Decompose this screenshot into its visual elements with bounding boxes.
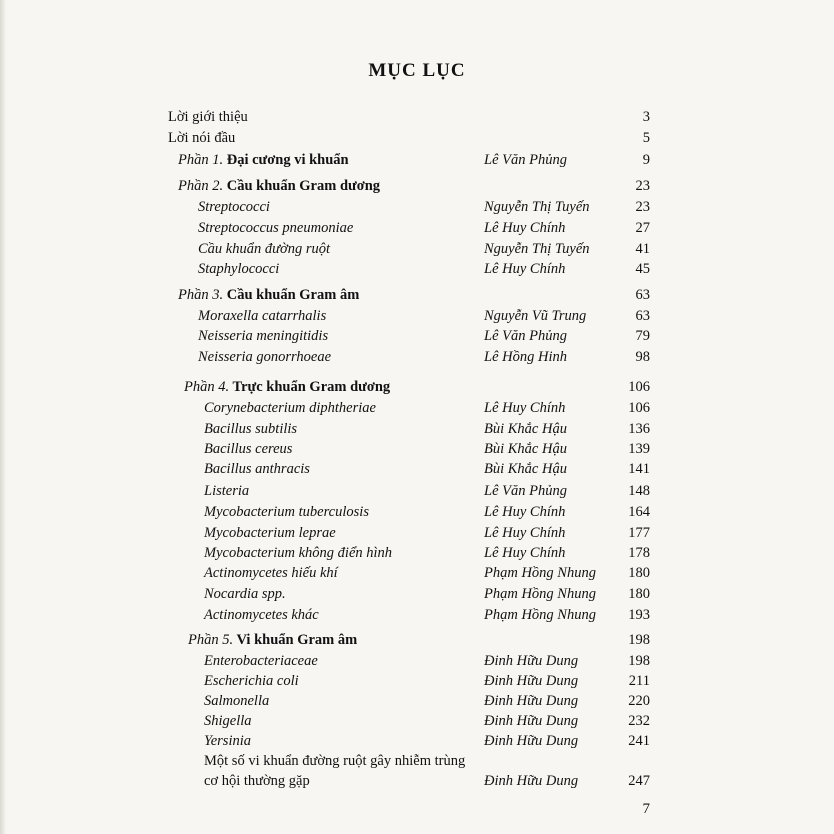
toc-author: Đinh Hữu Dung [484,772,579,789]
toc-label: Đại cương vi khuẩn [226,152,349,169]
toc-entry [0,128,834,148]
toc-entry [0,523,834,543]
toc-page: 141 [628,460,650,477]
toc-label: Bacillus anthracis [204,460,310,477]
toc-label: cơ hội thường gặp [204,772,310,789]
toc-entry [0,671,834,691]
toc-page: 177 [628,524,650,541]
toc-page: 164 [628,503,650,520]
toc-author: Bùi Khắc Hậu [484,440,567,457]
toc-label: Vi khuẩn Gram âm [236,631,358,648]
part-prefix: Phần 5. [188,631,234,648]
toc-page: 136 [628,421,650,437]
toc-author: Đinh Hữu Dung [484,672,579,689]
toc-label: Nocardia spp. [204,586,286,603]
toc-entry [0,347,834,367]
toc-page: 23 [635,198,650,215]
toc-page: 5 [642,130,650,147]
toc-entry [0,218,834,238]
toc-page: 241 [628,732,650,749]
toc-author: Lê Huy Chính [484,400,566,417]
toc-label: Streptococcus pneumoniae [198,219,354,236]
toc-page: 193 [628,607,650,624]
toc-label: Enterobacteriaceae [204,652,318,669]
toc-author: Đinh Hữu Dung [484,692,579,709]
toc-label: Mycobacterium không điển hình [204,545,393,562]
toc-author: Lê Văn Phủng [484,482,567,499]
toc-entry [0,459,834,479]
toc-entry [0,502,834,522]
toc-page: 45 [635,261,650,278]
toc-author: Lê Huy Chính [484,219,566,236]
toc-author: Bùi Khắc Hậu [484,460,567,477]
toc-page: 180 [628,586,650,603]
toc-page: 41 [635,240,650,257]
toc-author: Lê Huy Chính [484,524,566,541]
part-prefix: Phần 3. [178,287,224,304]
toc-label: Cầu khuẩn Gram dương [226,177,381,194]
toc-label: Trực khuẩn Gram dương [232,379,391,396]
toc-author: Nguyễn Thị Tuyến [484,198,590,215]
toc-entry [0,605,834,625]
toc-page: 63 [635,307,650,324]
part-prefix: Phần 4. [184,379,230,396]
toc-label: Neisseria meningitidis [198,327,329,344]
toc-label: Mycobacterium leprae [204,524,336,541]
toc-author: Đinh Hữu Dung [484,712,579,729]
toc-page: 3 [642,109,650,126]
toc-label: Staphylococci [198,261,280,278]
toc-page: 198 [628,631,650,648]
toc-entry [0,259,834,279]
toc-label: Cầu khuẩn đường ruột [198,240,331,257]
toc-entry [0,771,834,791]
toc-author: Lê Văn Phủng [484,152,567,169]
toc-author: Lê Văn Phủng [484,327,567,344]
toc-page: 148 [628,482,650,499]
toc-entry [0,239,834,259]
toc-part [0,630,834,650]
toc-page: 106 [628,379,650,396]
toc-label: Salmonella [204,692,270,709]
toc-entry [0,197,834,217]
toc-label: Actinomycetes khác [204,607,319,624]
toc-label: Bacillus subtilis [204,421,298,437]
toc-page: 198 [628,652,650,669]
part-prefix: Phần 2. [178,177,224,194]
toc-label: Yersinia [204,732,252,749]
toc-label: Corynebacterium diphtheriae [204,400,376,417]
toc-author: Phạm Hồng Nhung [484,565,596,582]
toc-label: Một số vi khuẩn đường ruột gây nhiễm trùng [204,752,466,769]
toc-label: Mycobacterium tuberculosis [204,503,369,520]
toc-page: 247 [628,772,650,789]
toc-label: Moraxella catarrhalis [198,307,327,324]
toc-entry [0,651,834,671]
toc-entry [0,306,834,326]
toc-part [0,285,834,305]
toc-author: Phạm Hồng Nhung [484,607,596,624]
toc-page: 178 [628,545,650,562]
toc-author: Lê Huy Chính [484,545,566,562]
toc-entry [0,439,834,459]
toc-page: 106 [628,400,650,417]
toc-entry [0,584,834,604]
toc-label: Lời giới thiệu [168,109,248,126]
toc-entry [0,731,834,751]
toc-page: 9 [642,152,650,169]
toc-part [0,377,834,397]
toc-label: Escherichia coli [204,672,299,689]
toc-entry [0,398,834,418]
toc-entry [0,419,834,439]
toc-entry [0,543,834,563]
toc-page: 211 [628,672,650,689]
toc-author: Lê Huy Chính [484,261,566,278]
toc-part [0,150,834,170]
toc-entry [0,691,834,711]
toc-entry [0,481,834,501]
toc-entry [0,711,834,731]
toc-author: Bùi Khắc Hậu [484,421,567,437]
toc-page: 220 [628,692,650,709]
toc-page: 180 [628,565,650,582]
toc-label: Actinomycetes hiếu khí [204,565,338,582]
toc-page: 27 [635,219,650,236]
toc-label: Neisseria gonorrhoeae [198,348,332,365]
toc-page: 139 [628,440,650,457]
toc-label: Lời nói đầu [168,130,236,147]
toc-author: Nguyễn Vũ Trung [484,307,587,324]
toc-label: Streptococci [198,198,270,215]
toc-label: Listeria [204,482,250,499]
toc-label: Cầu khuẩn Gram âm [226,287,360,304]
toc-label: Bacillus cereus [204,440,293,457]
toc-author: Đinh Hữu Dung [484,732,579,749]
toc-page: 63 [635,287,650,304]
toc-entry [0,751,834,771]
toc-page: 79 [635,327,650,344]
part-prefix: Phần 1. [178,152,224,169]
toc-author: Đinh Hữu Dung [484,652,579,669]
toc-author: Phạm Hồng Nhung [484,586,596,603]
toc-label: Shigella [204,712,252,729]
toc-author: Lê Hồng Hinh [484,348,567,365]
page-title: MỤC LỤC [368,60,466,81]
toc-page: 23 [635,177,650,194]
toc-author: Nguyễn Thị Tuyến [484,240,590,257]
toc-page: 232 [628,712,650,729]
toc-entry [0,107,834,127]
toc-page: 98 [635,348,650,365]
toc-entry [0,326,834,346]
toc-part [0,176,834,196]
page-number: 7 [642,800,650,817]
toc-author: Lê Huy Chính [484,503,566,520]
toc-entry [0,563,834,583]
